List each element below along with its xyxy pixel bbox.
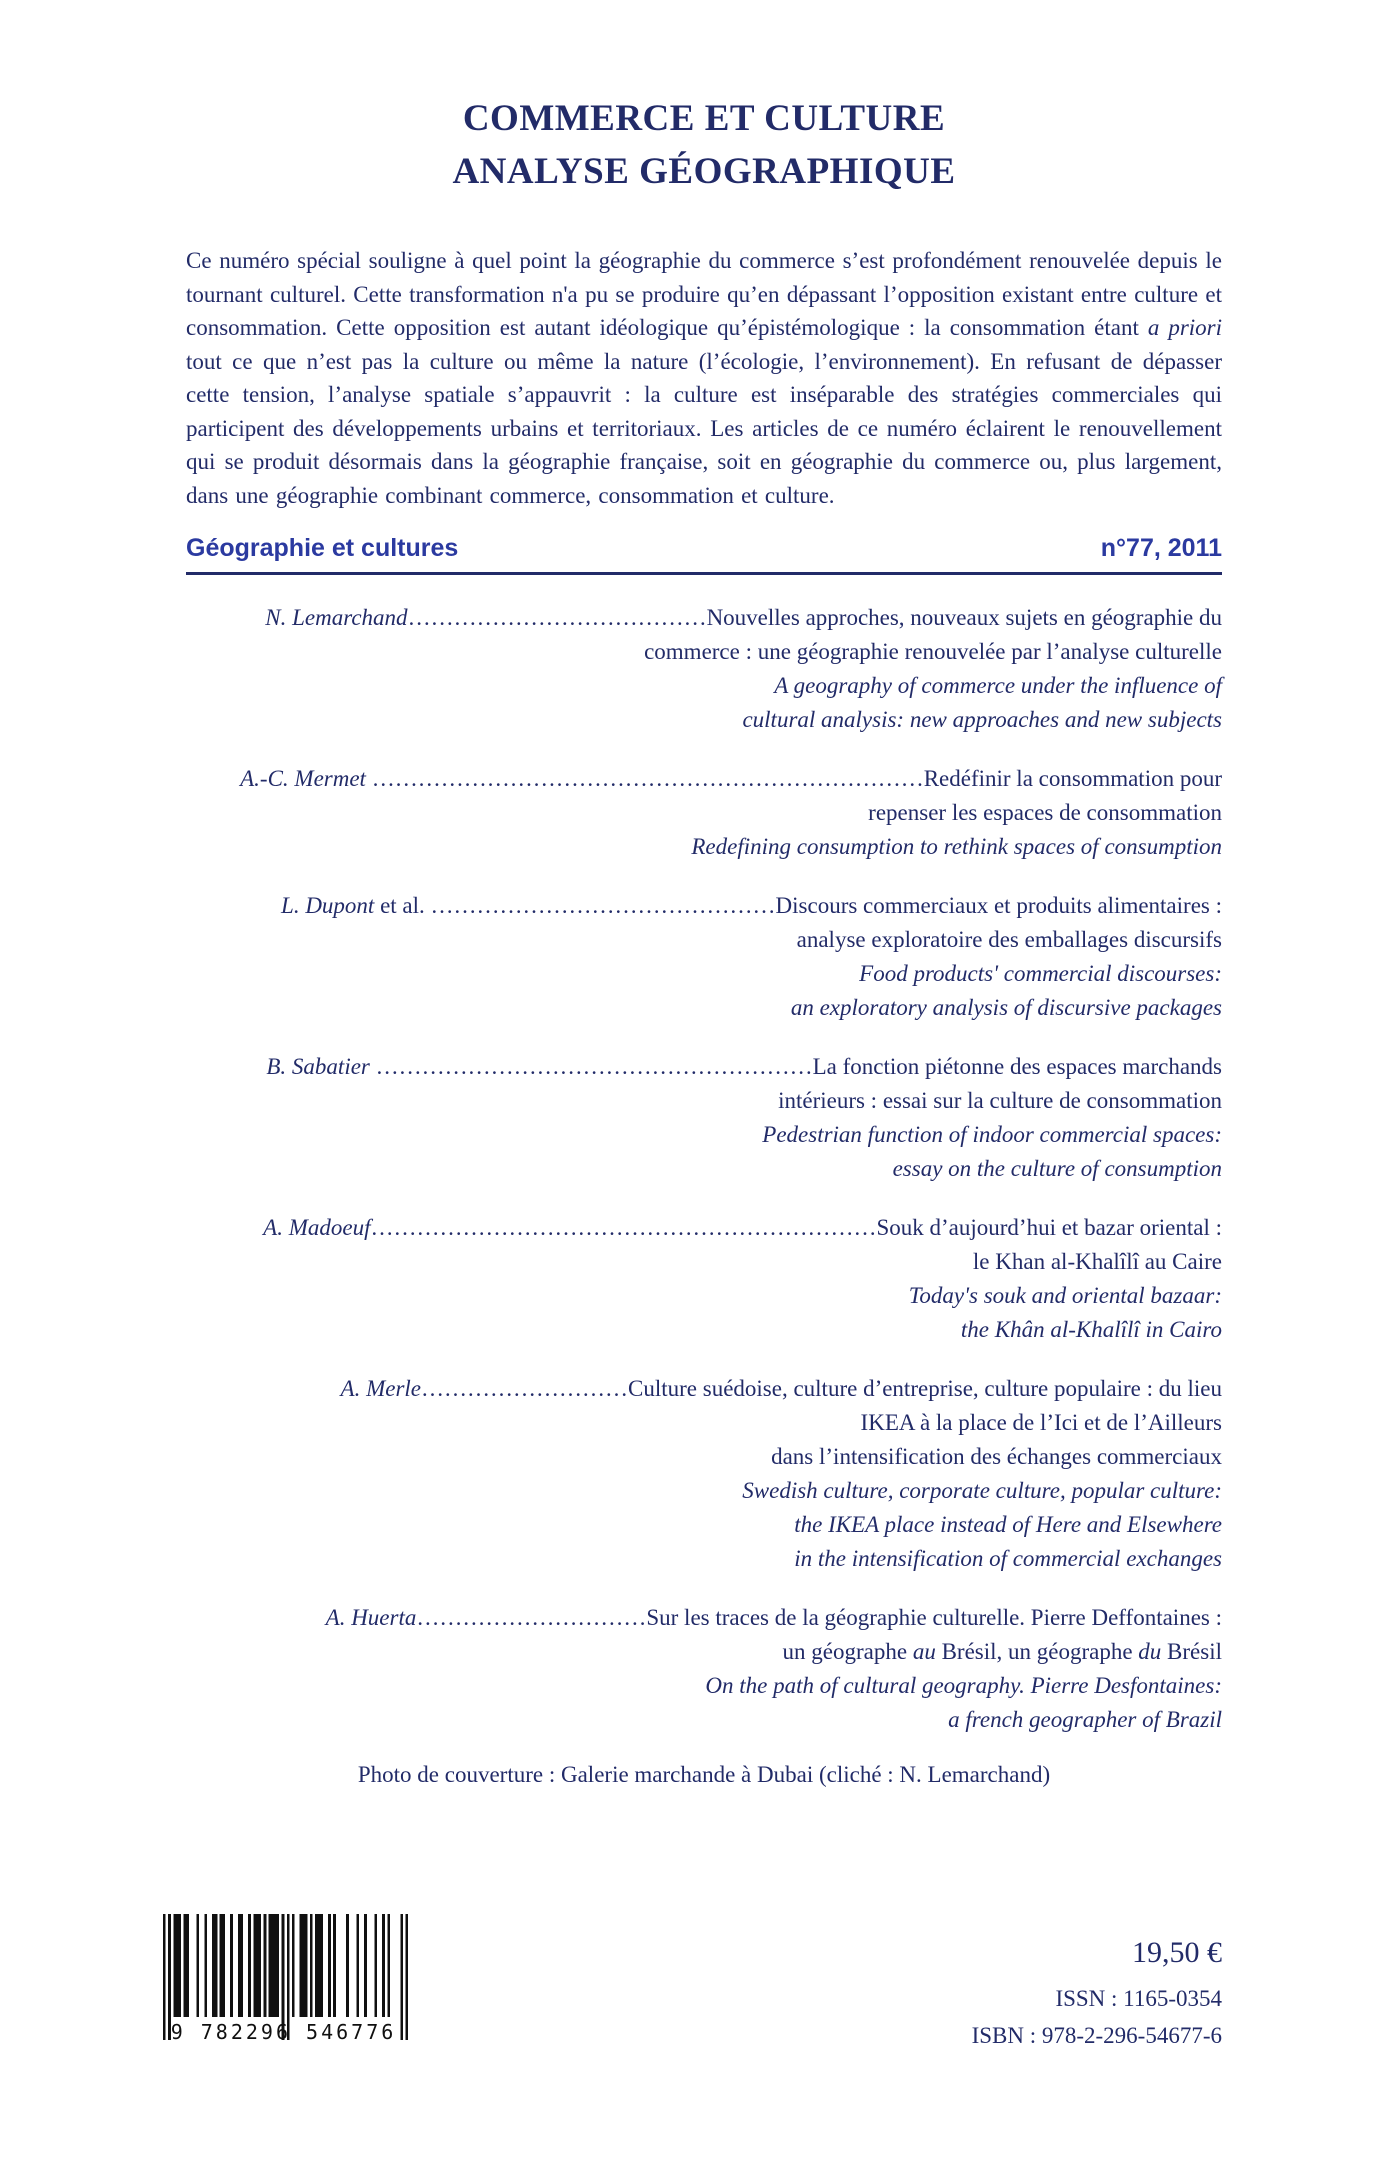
- toc-leader-dots: …………………………: [416, 1605, 647, 1630]
- price: 19,50 €: [1132, 1936, 1222, 1969]
- title-line-1: COMMERCE ET CULTURE: [462, 98, 946, 139]
- toc-text-segment: Today's souk and oriental bazaar:: [908, 1283, 1222, 1308]
- toc-text-segment: L. Dupont: [281, 893, 375, 918]
- toc-text-segment: a french geographer of Brazil: [948, 1707, 1222, 1732]
- toc-text-segment: La fonction piétonne des espaces marchands: [812, 1054, 1222, 1079]
- abstract-paragraph: [186, 244, 1222, 512]
- toc-text-segment: Food products' commercial discourses:: [859, 961, 1222, 986]
- toc-line: [186, 1118, 1222, 1152]
- toc-line: [186, 1152, 1222, 1186]
- toc-text-segment: le Khan al-Khalîlî au Caire: [972, 1249, 1222, 1274]
- toc-line: [186, 1279, 1222, 1313]
- toc-line: [186, 1601, 1222, 1635]
- toc-line: [186, 889, 1222, 923]
- toc-text-segment: an exploratory analysis of discursive packages: [790, 995, 1222, 1020]
- toc-text-segment: On the path of cultural geography. Pierre Desfontaines:: [705, 1673, 1222, 1698]
- toc-text-segment: repenser les espaces de consommation: [868, 800, 1222, 825]
- toc-line: [186, 703, 1222, 737]
- toc-leader-dots: …………………………………………………………: [370, 1215, 877, 1240]
- title-line-2: ANALYSE GÉOGRAPHIQUE: [452, 151, 956, 192]
- toc-entry: [186, 762, 1222, 864]
- toc-text-segment: analyse exploratoire des emballages discursifs: [796, 927, 1222, 952]
- toc-leader-dots: ………………………: [421, 1376, 629, 1401]
- toc-line: [186, 1474, 1222, 1508]
- toc-text-segment: B. Sabatier: [266, 1054, 376, 1079]
- photo-credit: Photo de couverture : Galerie marchande à Dubai (cliché : N. Lemarchand): [357, 1762, 1051, 1787]
- toc-entry: [186, 601, 1222, 737]
- toc-text-segment: IKEA à la place de l’Ici et de l’Ailleurs: [860, 1410, 1222, 1435]
- toc-line: [186, 601, 1222, 635]
- toc-text-segment: A. Madoeuf: [263, 1215, 371, 1240]
- toc-line: [186, 1508, 1222, 1542]
- toc-entry: [186, 1050, 1222, 1186]
- toc-line: [186, 1406, 1222, 1440]
- abstract-text-segment: tout ce que n’est pas la culture ou même la nature (l’écologie, l’environnement). En refusant de dépasser cette tension, l’analyse spatiale s’appauvrit : la culture est inséparable des stratégies commerciales qui participent des développements urbains et territoriaux. Les articles de ce numéro éclairent le renouvellement qui se produit désormais dans la géographie française, soit en géographie du commerce ou, plus largement, dans une géographie combinant commerce, consommation et culture.: [186, 348, 1222, 508]
- toc-line: [186, 1703, 1222, 1737]
- toc-text-segment: Nouvelles approches, nouveaux sujets en géographie du: [706, 605, 1222, 630]
- toc-text-segment: du: [1138, 1639, 1162, 1664]
- price-block: [972, 1936, 1222, 2054]
- abstract-text-segment: Ce numéro spécial souligne à quel point la géographie du commerce s’est profondément renouvelée depuis le tournant culturel. Cette transformation n'a pu se produire qu’en dépassant l’opposition existant entre culture et consommation. Cette opposition est autant idéologique qu’épistémologique : la consommation étant: [186, 248, 1222, 340]
- toc-line: [186, 830, 1222, 864]
- toc-entry: [186, 1211, 1222, 1347]
- title-block: [186, 92, 1222, 198]
- toc-entry: [186, 1372, 1222, 1576]
- toc-line: [186, 1313, 1222, 1347]
- toc-line: [186, 635, 1222, 669]
- toc-line: [186, 762, 1222, 796]
- toc-line: [186, 1245, 1222, 1279]
- toc-leader-dots: …………………………………………………: [375, 1054, 813, 1079]
- toc-line: [186, 1084, 1222, 1118]
- toc-text-segment: Culture suédoise, culture d’entreprise, culture populaire : du lieu: [628, 1376, 1222, 1401]
- table-of-contents: [186, 601, 1222, 1737]
- toc-line: [186, 1372, 1222, 1406]
- toc-text-segment: N. Lemarchand: [265, 605, 408, 630]
- abstract-text-segment: a priori: [1147, 315, 1222, 340]
- toc-line: [186, 991, 1222, 1025]
- toc-text-segment: essay on the culture of consumption: [892, 1156, 1222, 1181]
- toc-line: [186, 1542, 1222, 1576]
- toc-line: [186, 1211, 1222, 1245]
- toc-entry: [186, 889, 1222, 1025]
- toc-text-segment: Sur les traces de la géographie culturelle. Pierre Deffontaines :: [646, 1605, 1222, 1630]
- toc-text-segment: au: [912, 1639, 936, 1664]
- toc-leader-dots: ………………………………………: [430, 893, 776, 918]
- barcode-block: [163, 1914, 408, 2046]
- toc-text-segment: the Khân al-Khalîlî in Cairo: [960, 1317, 1222, 1342]
- toc-text-segment: Brésil: [1161, 1639, 1222, 1664]
- toc-line: [186, 957, 1222, 991]
- toc-text-segment: intérieurs : essai sur la culture de consommation: [778, 1088, 1222, 1113]
- toc-text-segment: Redefining consumption to rethink spaces of consumption: [691, 834, 1222, 859]
- toc-text-segment: A. Huerta: [325, 1605, 417, 1630]
- toc-text-segment: cultural analysis: new approaches and new subjects: [742, 707, 1222, 732]
- toc-line: [186, 1440, 1222, 1474]
- toc-line: [186, 1050, 1222, 1084]
- toc-text-segment: the IKEA place instead of Here and Elsewhere: [794, 1512, 1222, 1537]
- toc-line: [186, 923, 1222, 957]
- barcode-digits: 9 782296 546776: [170, 2020, 397, 2044]
- toc-text-segment: Redéfinir la consommation pour: [923, 766, 1222, 791]
- issue-number: n°77, 2011: [1100, 534, 1222, 562]
- toc-text-segment: Brésil, un géographe: [935, 1639, 1139, 1664]
- toc-line: [186, 1669, 1222, 1703]
- toc-text-segment: un géographe: [782, 1639, 913, 1664]
- isbn: ISBN : 978-2-296-54677-6: [971, 2023, 1222, 2048]
- journal-name: Géographie et cultures: [186, 534, 459, 562]
- toc-text-segment: Discours commerciaux et produits alimentaires :: [775, 893, 1222, 918]
- toc-text-segment: A.-C. Mermet: [240, 766, 372, 791]
- toc-entry: [186, 1601, 1222, 1737]
- toc-text-segment: commerce : une géographie renouvelée par l’analyse culturelle: [644, 639, 1222, 664]
- toc-leader-dots: …………………………………: [407, 605, 707, 630]
- toc-text-segment: Swedish culture, corporate culture, popular culture:: [742, 1478, 1222, 1503]
- toc-text-segment: dans l’intensification des échanges commerciaux: [771, 1444, 1222, 1469]
- toc-line: [186, 1635, 1222, 1669]
- toc-text-segment: A geography of commerce under the influence of: [774, 673, 1222, 698]
- toc-leader-dots: ………………………………………………………………: [371, 766, 924, 791]
- toc-text-segment: Souk d’aujourd’hui et bazar oriental :: [876, 1215, 1222, 1240]
- toc-line: [186, 669, 1222, 703]
- toc-text-segment: in the intensification of commercial exchanges: [794, 1546, 1222, 1571]
- toc-line: [186, 796, 1222, 830]
- toc-text-segment: et al.: [374, 893, 431, 918]
- journal-row: [186, 534, 1222, 575]
- toc-text-segment: A. Merle: [340, 1376, 422, 1401]
- issn: ISSN : 1165-0354: [1055, 1986, 1222, 2011]
- toc-text-segment: Pedestrian function of indoor commercial spaces:: [762, 1122, 1222, 1147]
